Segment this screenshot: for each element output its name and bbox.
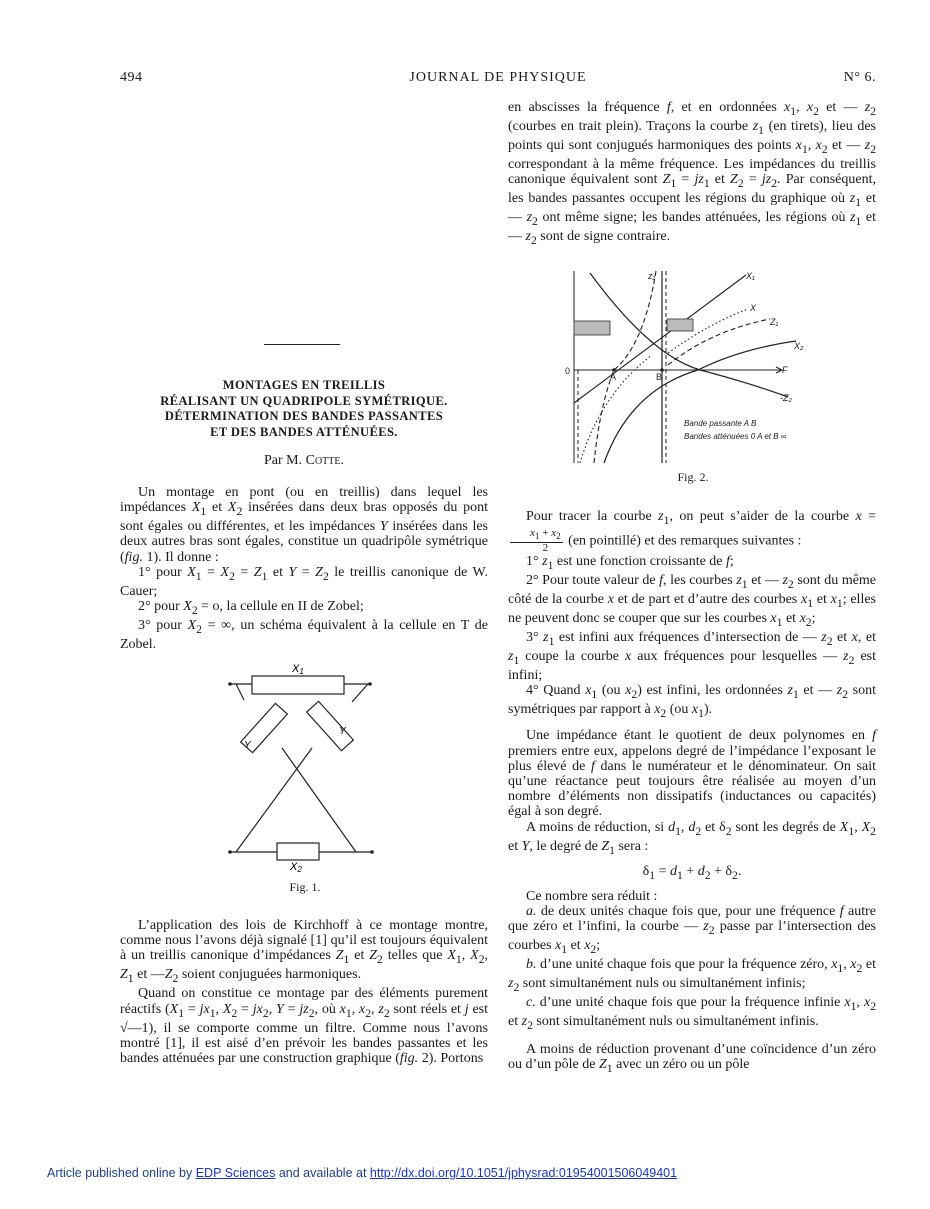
fig1-cross-wire — [282, 748, 356, 852]
fig1-terminal — [368, 682, 372, 686]
fig1-caption: Fig. 1. — [289, 880, 321, 894]
fig2-label-origin: 0 — [565, 366, 571, 376]
fig2-label-z1-top: z₁ — [648, 271, 656, 281]
fig1-wire — [236, 684, 244, 700]
journal-name: JOURNAL DE PHYSIQUE — [409, 70, 587, 85]
fig2-label-x: X — [750, 303, 757, 313]
title-line: RÉALISANT UN QUADRIPOLE SYMÉTRIQUE. — [160, 393, 448, 408]
fig2-curve-minus-z2 — [590, 273, 788, 397]
fig2-legend-att: Bandes atténuées 0 A et B ∞ — [684, 432, 787, 441]
section-rule — [264, 344, 340, 345]
fig2-label-z1: Z₁ — [770, 317, 779, 327]
fig1-terminal — [228, 850, 232, 854]
fig1-label-x2: X2 — [290, 861, 302, 872]
fig2-label-x2: X₂ — [794, 341, 804, 351]
left-column-intro: Un montage en pont (ou en treillis) dans lequel les impédances $X_1$ et $X_2$ insérées dans deux bras opposés du pont sont égales ou différentes, et les impédances Y insérées dans les deux autres bras sont égales, constitue un quadripôle symétrique (fig. 1). Il donne : 1° pour $X_1 = X_2 = Z_1$ et $Y = Z_2$ le treillis canonique de W. Cauer; 2° pour $X_2 = o$, la cellule en II de Zobel; 3° pour $X_2$ = ∞, un schéma équivalent à la cellule en T de Zobel. — [120, 485, 488, 653]
fig2-graph — [560, 265, 820, 465]
left-column-lower: L’application des lois de Kirchhoff à ce montage montre, comme nous l’avons déjà signalé [1] qu’il est toujours équivalent à un treillis canonique d’impédances $Z_1$ et $Z_2$ telles que $X_1$, $X_2$, $Z_1$ et $—Z_2$ soient conjuguées harmoniques. Quand on constitue ce montage par des éléments purement réactifs ($X_1 = jx_1$, $X_2 = jx_2$, $Y = jz_2$, où $x_1$, $x_2$, $z_2$ sont réels et j est √—1), il se comporte comme un filtre. Comme nous l’avons montré [1], il est aisé d’en prévoir les bandes passantes et les bandes atténuées par une construction graphique (fig. 2). Portons — [120, 918, 489, 1067]
fig2-curve-z1-left — [594, 271, 656, 463]
fig2-label-f: F — [782, 365, 788, 375]
issue-number: N° 6. — [843, 70, 876, 85]
title-line: ET DES BANDES ATTÉNUÉES. — [210, 424, 398, 439]
doi-link[interactable]: http://dx.doi.org/10.1051/jphysrad:01954001506049401 — [369, 1166, 678, 1180]
fig1-y-box-right — [307, 701, 354, 750]
fig2-label-a: A — [610, 372, 617, 382]
fig2-label-x1: X₁ — [746, 271, 755, 281]
fig1-lattice-diagram — [222, 662, 382, 872]
fig2-caption: Fig. 2. — [677, 470, 709, 484]
fig1-wire — [352, 684, 368, 702]
fig2-label-b: B — [656, 372, 663, 382]
footer-middle: and available at — [275, 1166, 370, 1180]
fig1-x1-box — [252, 676, 344, 694]
fig1-terminal — [228, 682, 232, 686]
author-name: Cotte. — [305, 453, 344, 468]
fig2-hatch-block — [574, 321, 610, 335]
author-line — [120, 453, 488, 469]
right-column-body: Pour tracer la courbe $z_1$, on peut s’aider de la courbe x = $\frac{x_1 + x_2}{2}$ (en pointillé) et des remarques suivantes : 1° $z_1$ est une fonction croissante de f; 2° Pour toute valeur de f, les courbes $z_1$ et — $z_2$ sont du même côté de la courbe x et de part et d’autre des courbes $x_1$ et $x_1$; elles ne peuvent donc se couper que sur les courbes $x_1$ et $x_2$; 3° $z_1$ est infini aux fréquences d’intersection de — $z_2$ et x, et $z_1$ coupe la courbe x aux fréquences pour lesquelles — $z_2$ est infini; 4° Quand $x_1$ (ou $x_2$) est infini, les ordonnées $z_1$ et — $z_2$ sont symétriques par rapport à $x_2$ (ou $x_1$). Une impédance étant le quotient de deux polynomes en f premiers entre eux, appelons degré de l’impédance l’exposant le plus élevé de f dans le numérateur et le dénominateur. On sait qu’une réactance peut toujours être réalisée au moyen d’un nombre d’éléments non dissipatifs (inductances ou capacités) égal à son degré. A moins de réduction, si $d_1$, $d_2$ et $\delta_2$ sont les degrés de $X_1$, $X_2$ et Y, le degré de $Z_1$ sera : $\delta_1 = d_1 + d_2 + \delta_2$. Ce nombre sera réduit : a. de deux unités chaque fois que, pour une fréquence f autre que zéro et l’infini, la courbe — $z_2$ passe par l’intersection des courbes $x_1$ et $x_2$; b. d’une unité chaque fois que pour la fréquence zéro, $x_1$, $x_2$ et $z_2$ sont simultanément nuls ou simultanément infinis; c. d’une unité chaque fois que pour la fréquence infinie $x_1$, $x_2$ et $z_2$ sont simultanément nuls ou simultanément infinis. A moins de réduction provenant d’une coïncidence d’un zéro ou d’un pôle de $Z_1$ avec un zéro ou un pôle — [508, 509, 877, 1076]
article-title — [120, 378, 488, 440]
fig1-x2-box — [277, 843, 319, 860]
fig1-cross-wire — [236, 748, 312, 852]
fig2-hatch-block — [667, 319, 693, 331]
fig1-terminal — [370, 850, 374, 854]
author-prefix: Par M. — [263, 453, 306, 468]
fig1-label-y-right: Y — [339, 726, 346, 737]
fig2-legend-pass: Bande passante A B — [684, 419, 757, 428]
footer-notice — [47, 1166, 677, 1180]
fig2-curve-minus-z2-low — [604, 370, 698, 463]
page-number: 494 — [120, 70, 143, 85]
fig1-label-x1: X1 — [292, 663, 304, 676]
publisher-link[interactable]: EDP Sciences — [195, 1166, 276, 1180]
fig1-label-y-left: Y — [244, 740, 251, 751]
fig2-label-minus-z2: -Z₂ — [780, 393, 792, 403]
fig2-curve-x1 — [574, 275, 746, 403]
title-line: MONTAGES EN TREILLIS — [222, 378, 386, 392]
title-line: DÉTERMINATION DES BANDES PASSANTES — [164, 409, 444, 423]
footer-prefix: Article published online by — [47, 1166, 196, 1180]
right-column-top-paragraph: en abscisses la fréquence f, et en ordonnées $x_1$, $x_2$ et — $z_2$ (courbes en trait plein). Traçons la courbe $z_1$ (en tirets), lieu des points qui sont conjugués harmoniques des points $x_1$, $x_2$ et — $z_2$ correspondant à la même fréquence. Les impédances du treillis canonique équivalent sont $Z_1 = jz_1$ et $Z_2 = jz_2$. Par conséquent, les bandes passantes occupent les régions du graphique où $z_1$ et — $z_2$ ont même signe; les bandes atténuées, les régions où $z_1$ et — $z_2$ sont de signe contraire. — [508, 100, 877, 247]
running-header — [120, 70, 876, 88]
